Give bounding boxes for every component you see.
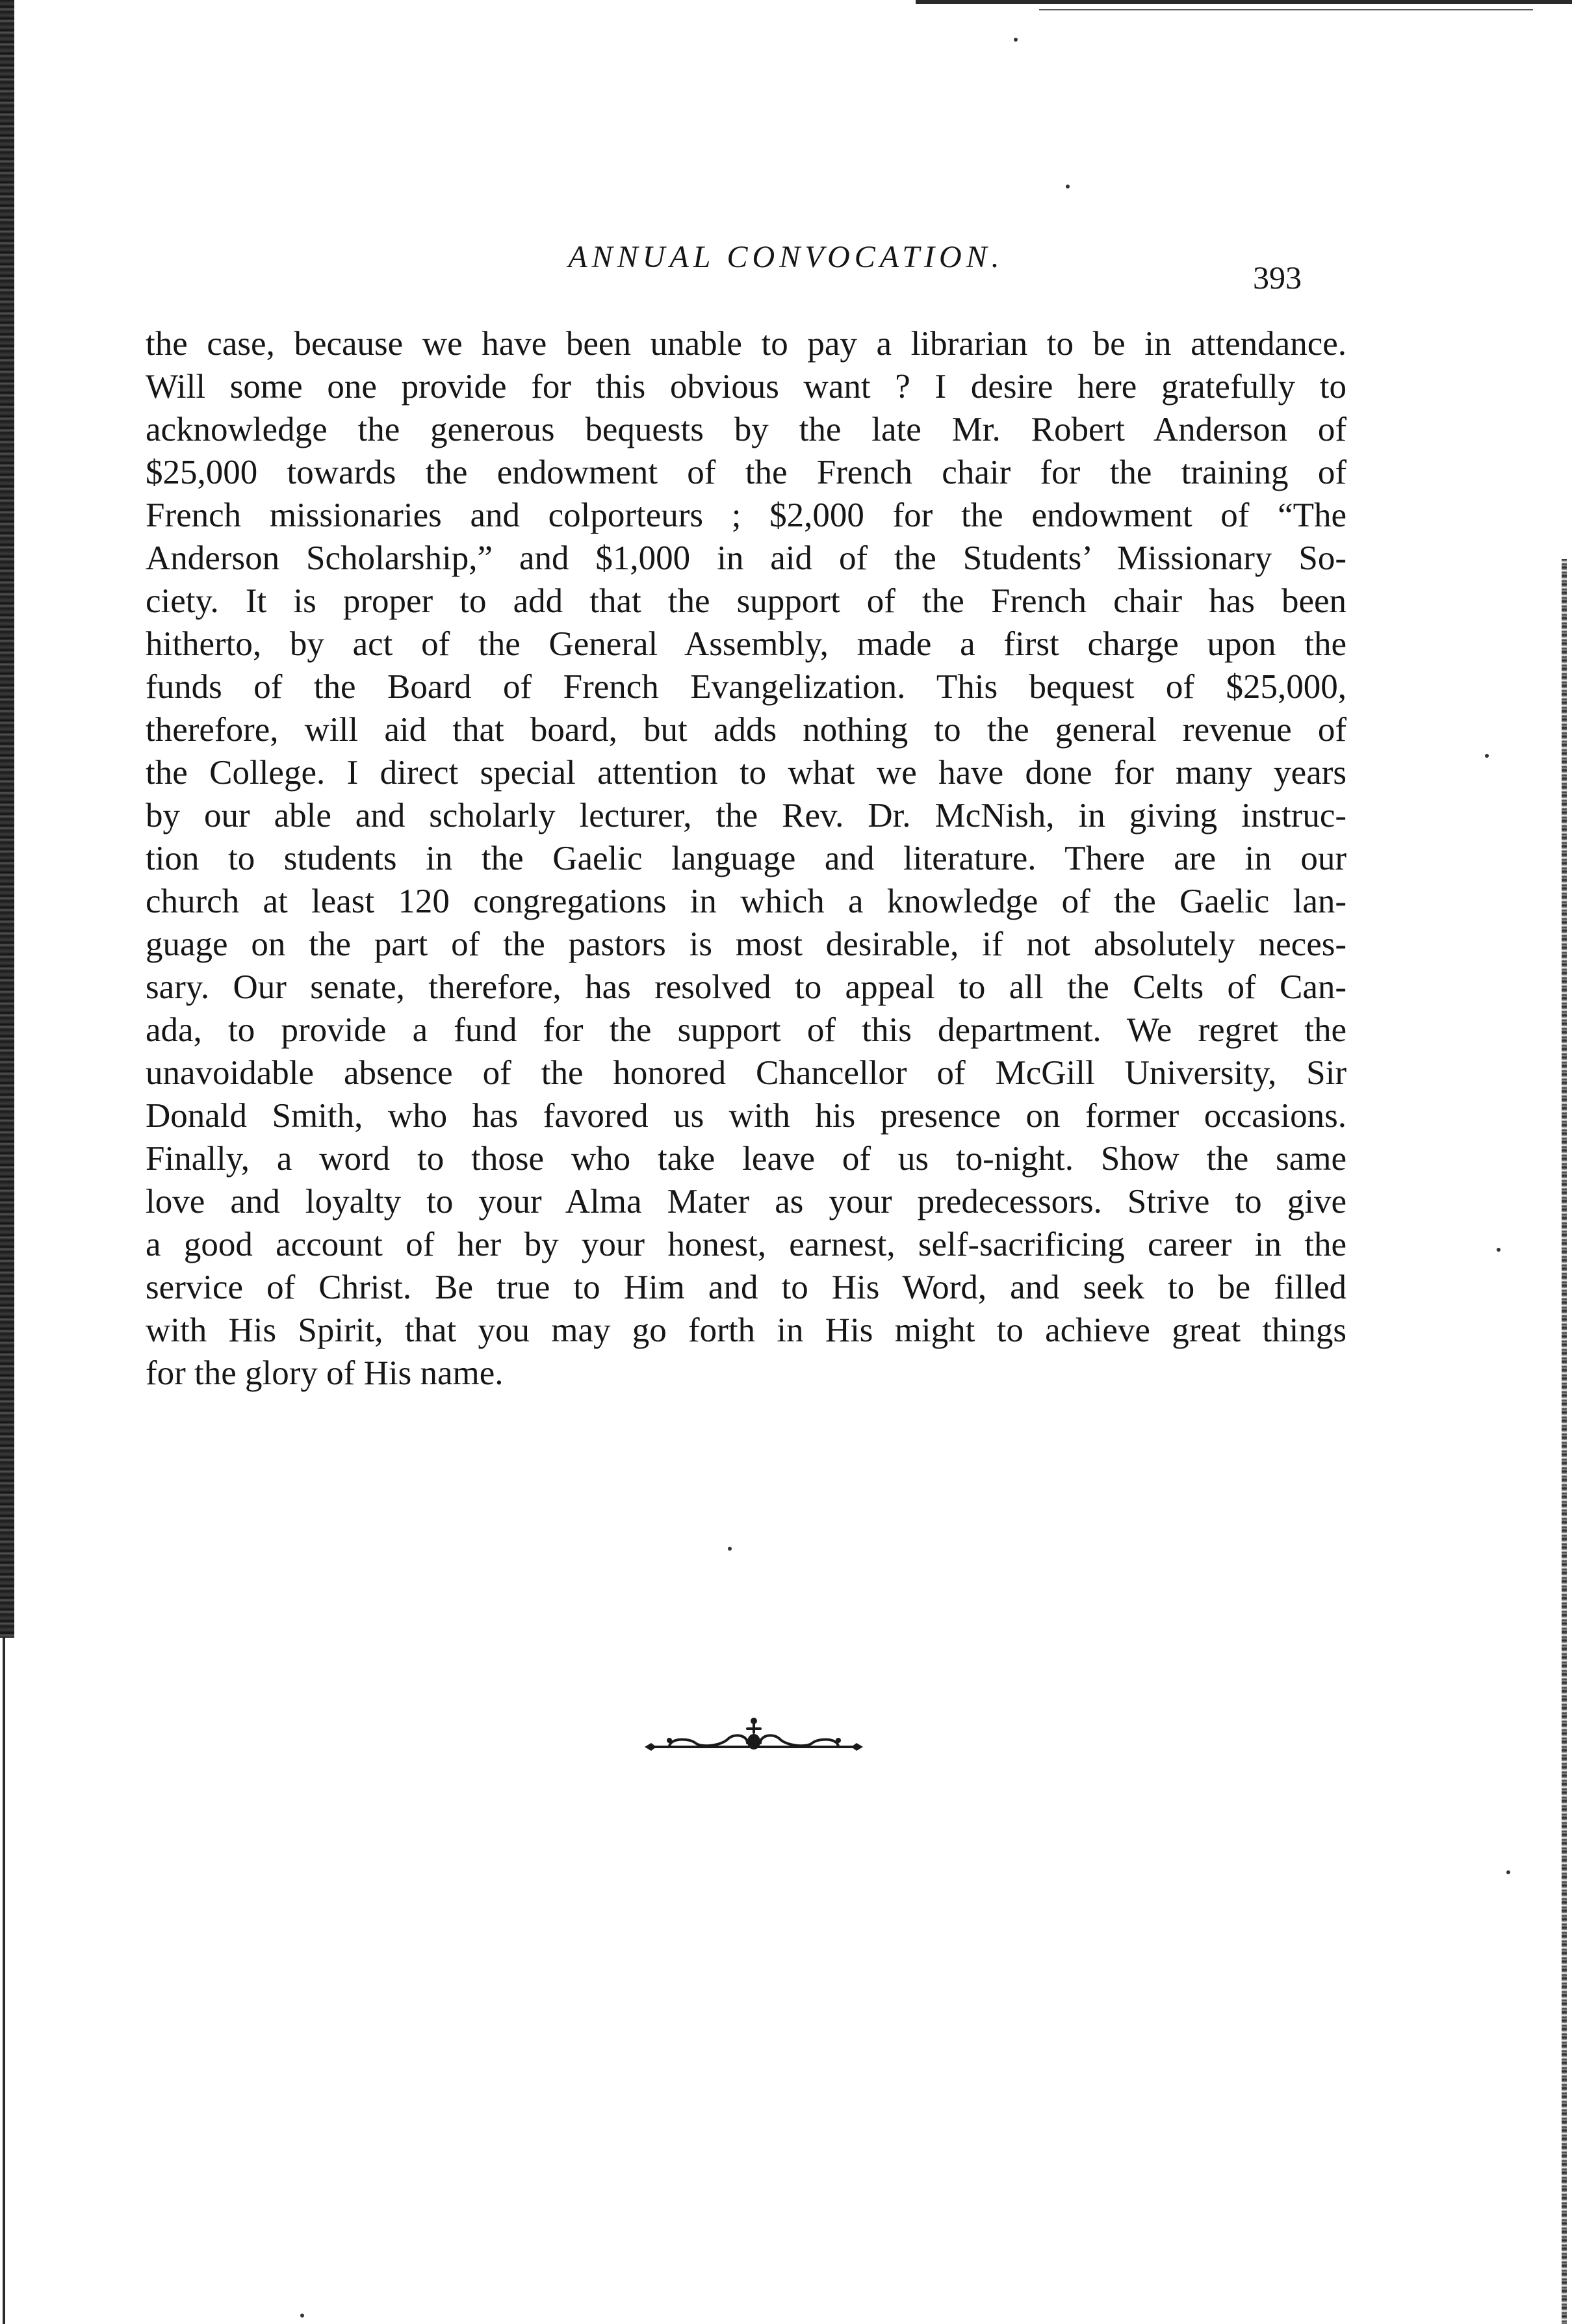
text-line: the College. I direct special attention to what we have done for many years bbox=[146, 754, 1347, 792]
speck bbox=[1497, 1248, 1501, 1252]
text-line: funds of the Board of French Evangelization. This bequest of $25,000, bbox=[146, 668, 1347, 706]
text-line: acknowledge the generous bequests by the late Mr. Robert Anderson of bbox=[146, 411, 1347, 448]
speck bbox=[1506, 1870, 1510, 1874]
speck bbox=[300, 2314, 304, 2318]
text-line: $25,000 towards the endowment of the French chair for the training of bbox=[146, 454, 1347, 491]
text-line: service of Christ. Be true to Him and to His Word, and seek to be filled bbox=[146, 1269, 1347, 1306]
text-line: ada, to provide a fund for the support of this department. We regret the bbox=[146, 1011, 1347, 1049]
text-line: guage on the part of the pastors is most desirable, if not absolutely neces- bbox=[146, 925, 1347, 963]
text-line: love and loyalty to your Alma Mater as your predecessors. Strive to give bbox=[146, 1183, 1347, 1220]
speck bbox=[1485, 754, 1489, 758]
scan-edge-right bbox=[1562, 559, 1567, 2324]
body-text bbox=[146, 322, 1347, 1395]
text-line: hitherto, by act of the General Assembly, made a first charge upon the bbox=[146, 625, 1347, 663]
text-line: therefore, will aid that board, but adds nothing to the general revenue of bbox=[146, 711, 1347, 749]
text-line: for the glory of His name. bbox=[146, 1354, 504, 1392]
speck bbox=[1066, 185, 1070, 188]
text-line: Anderson Scholarship,” and $1,000 in aid of the Students’ Missionary So- bbox=[146, 539, 1347, 577]
text-line: ciety. It is proper to add that the support of the French chair has been bbox=[146, 582, 1347, 620]
text-line: Donald Smith, who has favored us with his presence on former occasions. bbox=[146, 1097, 1347, 1135]
fleuron-ornament-icon bbox=[643, 1709, 864, 1761]
text-line: Finally, a word to those who take leave of us to-night. Show the same bbox=[146, 1140, 1347, 1178]
text-line: by our able and scholarly lecturer, the Rev. Dr. McNish, in giving instruc- bbox=[146, 797, 1347, 834]
text-line: Will some one provide for this obvious want ? I desire here gratefully to bbox=[146, 368, 1347, 406]
text-line: a good account of her by your honest, earnest, self-sacrificing career in the bbox=[146, 1226, 1347, 1263]
speck bbox=[728, 1547, 732, 1551]
text-line: the case, because we have been unable to pay a librarian to be in attendance. bbox=[146, 325, 1347, 363]
text-line: with His Spirit, that you may go forth in His might to achieve great things bbox=[146, 1311, 1347, 1349]
page-number: 393 bbox=[1253, 259, 1302, 296]
text-line: sary. Our senate, therefore, has resolved to appeal to all the Celts of Can- bbox=[146, 968, 1347, 1006]
text-line: unavoidable absence of the honored Chancellor of McGill University, Sir bbox=[146, 1054, 1347, 1092]
text-line: tion to students in the Gaelic language and literature. There are in our bbox=[146, 840, 1347, 877]
scan-edge-top bbox=[916, 0, 1572, 4]
speck bbox=[1014, 38, 1018, 42]
running-head: ANNUAL CONVOCATION. bbox=[568, 240, 1004, 274]
scan-rule-top bbox=[1039, 9, 1533, 10]
text-line: church at least 120 congregations in which a knowledge of the Gaelic lan- bbox=[146, 883, 1347, 920]
binding-edge-lower bbox=[3, 1638, 5, 2324]
text-line: French missionaries and colporteurs ; $2,000 for the endowment of “The bbox=[146, 497, 1347, 534]
